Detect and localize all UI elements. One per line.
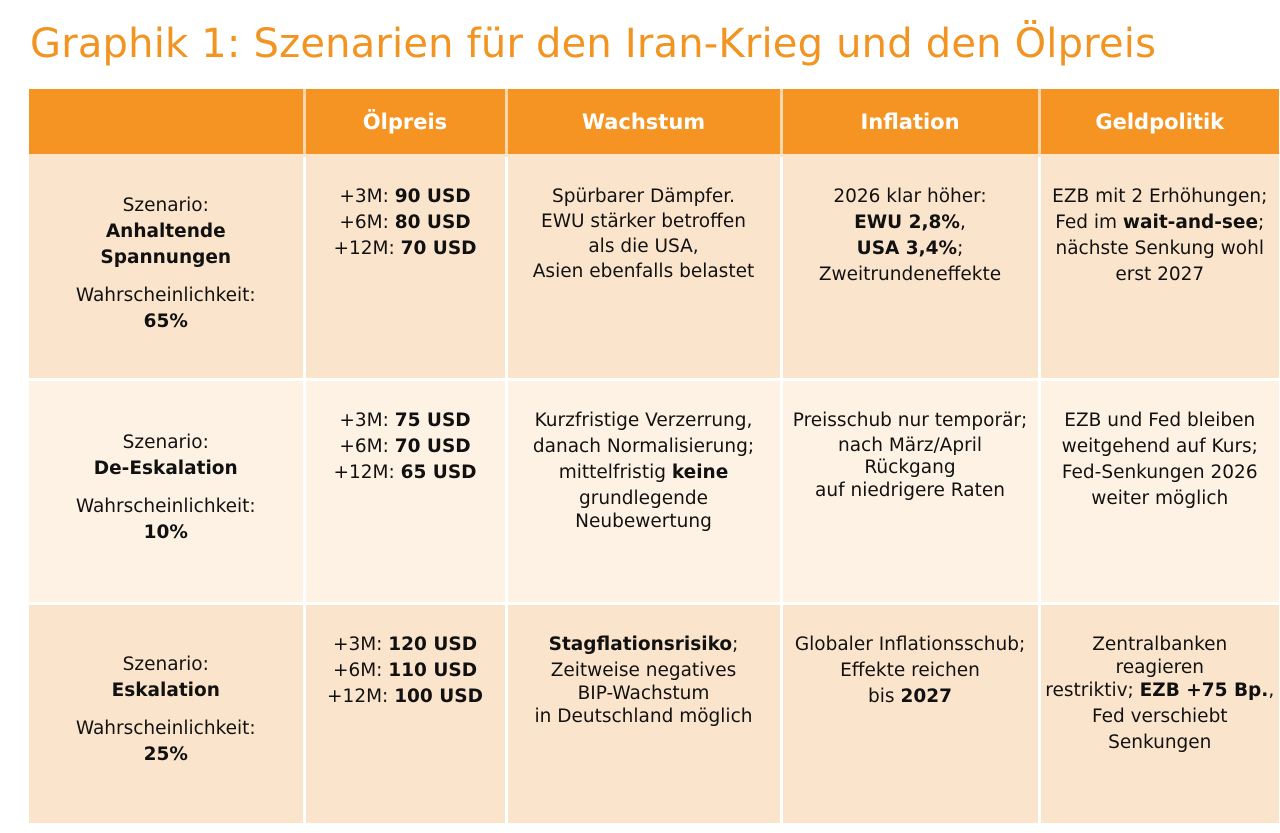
- inflation-text: nach März/April: [838, 435, 982, 456]
- growth-text: Asien ebenfalls belastet: [532, 261, 755, 282]
- policy-emphasis: wait-and-see: [1122, 212, 1259, 233]
- growth-text: EWU stärker betroffen: [541, 211, 746, 232]
- probability-label: Wahrscheinlichkeit:: [75, 495, 256, 517]
- oil-price-cell: [304, 156, 506, 380]
- oil-price-value: 75 USD: [394, 410, 471, 431]
- oil-price-value: 100 USD: [394, 686, 483, 707]
- inflation-cell: [781, 604, 1039, 825]
- header-growth: Wachstum: [506, 89, 781, 156]
- page-title: Graphik 1: Szenarien für den Iran-Krieg und den Ölpreis: [30, 21, 1157, 67]
- scenario-cell: [29, 604, 304, 825]
- inflation-text: bis: [868, 686, 901, 707]
- probability-value: 25%: [143, 744, 188, 765]
- probability-label: Wahrscheinlichkeit:: [75, 718, 256, 739]
- oil-price-value: 70 USD: [394, 436, 471, 457]
- header-monetary-policy: Geldpolitik: [1039, 89, 1279, 156]
- policy-text: Fed-Senkungen 2026: [1061, 462, 1258, 483]
- policy-text: weitgehend auf Kurs;: [1061, 436, 1258, 457]
- table-row: [29, 604, 1279, 825]
- scenario-name: Eskalation: [111, 680, 220, 701]
- inflation-text: Preisschub nur temporär;: [792, 410, 1028, 431]
- scenario-name: Anhaltende: [105, 220, 226, 242]
- scenario-label: Szenario:: [122, 194, 209, 216]
- scenario-cell: [29, 156, 304, 380]
- growth-text: mittelfristig: [558, 462, 672, 483]
- horizon-label: +3M:: [332, 634, 383, 655]
- policy-text: EZB mit 2 Erhöhungen;: [1052, 186, 1268, 207]
- horizon-label: +6M:: [332, 660, 383, 681]
- oil-price-cell: [304, 380, 506, 604]
- horizon-label: +3M:: [339, 410, 389, 431]
- oil-price-value: 70 USD: [400, 238, 477, 259]
- policy-text: reagieren: [1115, 657, 1204, 678]
- inflation-text: auf niedrigere Raten: [815, 480, 1005, 501]
- policy-text: nächste Senkung wohl: [1055, 238, 1264, 259]
- policy-text: restriktiv;: [1045, 680, 1140, 701]
- horizon-label: +6M:: [339, 436, 389, 457]
- growth-text: danach Normalisierung;: [532, 436, 755, 457]
- punctuation: ;: [1258, 212, 1265, 233]
- inflation-text: 2026 klar höher:: [833, 186, 987, 207]
- header-empty: [29, 89, 304, 156]
- horizon-label: +12M:: [333, 238, 395, 259]
- policy-text: weiter möglich: [1091, 488, 1229, 509]
- oil-price-value: 110 USD: [388, 660, 478, 681]
- growth-text: Zeitweise negatives: [550, 660, 737, 681]
- policy-text: Senkungen: [1108, 732, 1212, 753]
- oil-price-value: 80 USD: [394, 212, 471, 233]
- horizon-label: +12M:: [327, 686, 389, 707]
- growth-emphasis: keine: [671, 462, 729, 483]
- horizon-label: +6M:: [339, 212, 389, 233]
- scenario-label: Szenario:: [122, 654, 209, 675]
- punctuation: ;: [732, 634, 739, 655]
- inflation-text: Zweitrundeneffekte: [818, 264, 1002, 285]
- horizon-label: +12M:: [333, 462, 395, 483]
- inflation-text: Effekte reichen: [840, 660, 980, 681]
- punctuation: ;: [957, 238, 964, 259]
- policy-cell: [1039, 604, 1279, 825]
- scenario-table: [29, 89, 1279, 826]
- growth-emphasis: Stagflationsrisiko: [548, 634, 733, 655]
- growth-text: in Deutschland möglich: [534, 706, 753, 727]
- growth-cell: [506, 156, 781, 380]
- oil-price-cell: [304, 604, 506, 825]
- scenario-name: De-Eskalation: [93, 457, 238, 479]
- inflation-text: Rückgang: [864, 457, 956, 478]
- inflation-cell: [781, 380, 1039, 604]
- growth-text: als die USA,: [588, 236, 699, 257]
- header-inflation: Inflation: [781, 89, 1039, 156]
- probability-label: Wahrscheinlichkeit:: [75, 284, 256, 306]
- inflation-emphasis: 2027: [900, 686, 952, 707]
- header-oil-price: Ölpreis: [304, 89, 506, 156]
- table-row: [29, 380, 1279, 604]
- policy-text: EZB und Fed bleiben: [1064, 410, 1256, 431]
- growth-text: Neubewertung: [575, 511, 712, 532]
- punctuation: ,: [959, 212, 966, 233]
- probability-value: 10%: [143, 521, 188, 543]
- inflation-cell: [781, 156, 1039, 380]
- policy-text: Fed im: [1055, 212, 1123, 233]
- oil-price-value: 90 USD: [394, 186, 471, 207]
- growth-text: Kurzfristige Verzerrung,: [534, 410, 753, 431]
- punctuation: ,: [1268, 680, 1275, 701]
- growth-cell: [506, 380, 781, 604]
- policy-text: Zentralbanken: [1092, 634, 1228, 655]
- growth-text: Spürbarer Dämpfer.: [552, 186, 735, 207]
- policy-text: Fed verschiebt: [1091, 706, 1228, 727]
- inflation-value: EWU 2,8%: [854, 212, 960, 233]
- policy-cell: [1039, 380, 1279, 604]
- policy-emphasis: EZB +75 Bp.: [1139, 680, 1269, 701]
- scenario-name: Spannungen: [100, 246, 232, 268]
- oil-price-value: 120 USD: [388, 634, 478, 655]
- inflation-value: USA 3,4%: [856, 238, 958, 259]
- table-row: [29, 156, 1279, 380]
- horizon-label: +3M:: [339, 186, 389, 207]
- growth-text: BIP-Wachstum: [577, 683, 710, 704]
- scenario-label: Szenario:: [122, 431, 209, 453]
- growth-text: grundlegende: [578, 488, 709, 509]
- scenario-cell: [29, 380, 304, 604]
- growth-cell: [506, 604, 781, 825]
- inflation-text: Globaler Inflationsschub;: [794, 634, 1026, 655]
- oil-price-value: 65 USD: [400, 462, 477, 483]
- header-row: [29, 89, 1279, 156]
- policy-text: erst 2027: [1115, 264, 1205, 285]
- probability-value: 65%: [143, 310, 188, 332]
- policy-cell: [1039, 156, 1279, 380]
